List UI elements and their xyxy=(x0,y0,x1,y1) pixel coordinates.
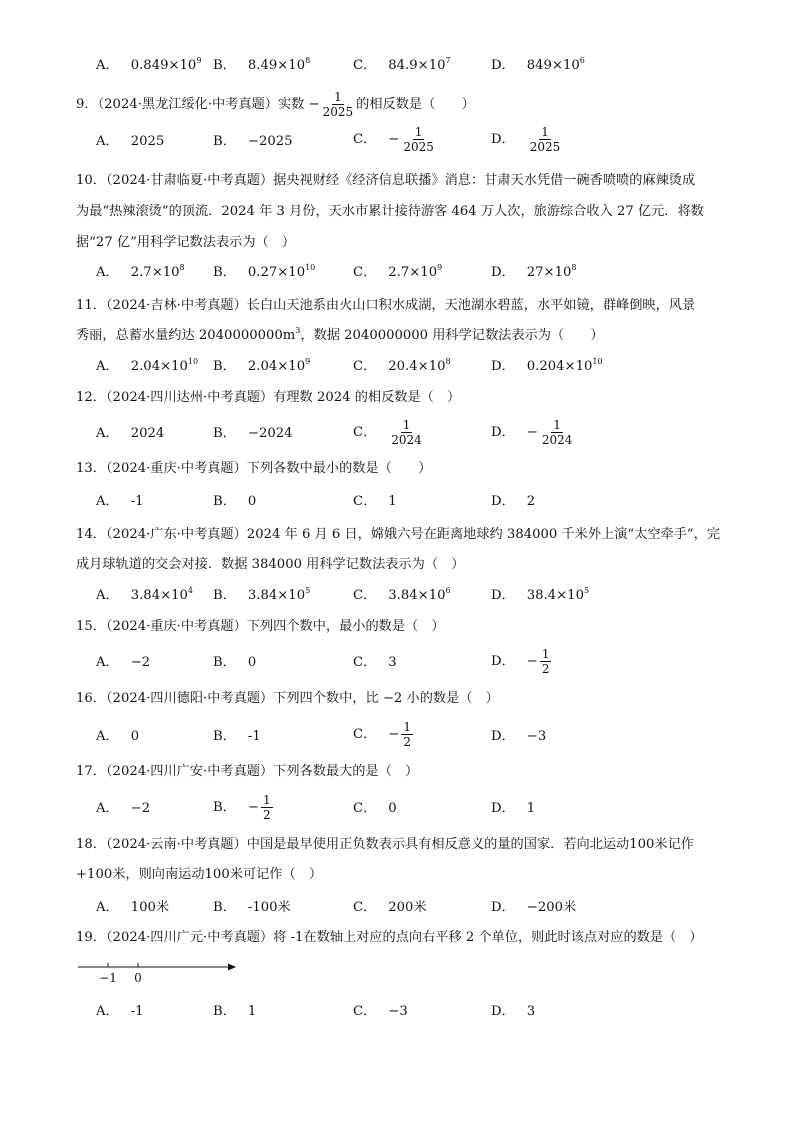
q9-fraction: $\frac{1}{2025}$ xyxy=(322,90,354,119)
q15-stem: 15．（2024·重庆·中考真题）下列四个数中，最小的数是（ ） xyxy=(76,619,445,634)
q15-option-d: D． − $\frac{1}{2}$ xyxy=(491,647,550,676)
q19-stem: 19．（2024·四川广元·中考真题）将 -1在数轴上对应的点向右平移 2 个单位，则此时该点对应的数是（ ） xyxy=(76,930,703,945)
q12-option-a: A． 2024 xyxy=(96,426,165,441)
q10-stem-line3: 据“27 亿”用科学记数法表示为（ ） xyxy=(76,235,296,250)
q17-stem: 17．（2024·四川广安·中考真题）下列各数最大的是（ ） xyxy=(76,764,419,779)
q9-option-c: C． − $\frac{1}{2025}$ xyxy=(353,125,434,154)
q18-stem-line1: 18．（2024·云南·中考真题）中国是最早使用正负数表示具有相反意义的量的国家．若向北运动100米记作 xyxy=(76,837,694,852)
q9-stem: 9．（2024·黑龙江绥化·中考真题）实数 − $\frac{1}{2025}$ 的相反数是（ ） xyxy=(76,90,475,119)
q19-option-b: B． 1 xyxy=(213,1004,257,1019)
q17-option-b: B． − $\frac{1}{2}$ xyxy=(213,793,271,822)
q17-option-c: C． 0 xyxy=(353,801,397,816)
q19-option-d: D． 3 xyxy=(491,1004,536,1019)
q11-option-c: C． $20.4\times 10^8$ xyxy=(353,356,451,374)
q18-option-d: D． −200米 xyxy=(491,900,577,915)
q18-stem-line2: +100米，则向南运动100米可记作（ ） xyxy=(76,867,323,882)
q11-stem-line1: 11．（2024·吉林·中考真题）长白山天池系由火山口积水成湖，天池湖水碧蓝，水平如镜，群峰倒映，风景 xyxy=(76,298,696,313)
q17-option-d: D． 1 xyxy=(491,801,536,816)
q16-option-b: B． -1 xyxy=(213,729,261,744)
q8-option-c: C． $84.9\times 10^7$ xyxy=(353,55,451,73)
q12-stem: 12．（2024·四川达州·中考真题）有理数 2024 的相反数是（ ） xyxy=(76,390,461,405)
q11-option-a: A． $2.04\times 10^{10}$ xyxy=(96,356,199,374)
q8-option-d: D． $849\times 10^6$ xyxy=(491,55,585,73)
q9-option-a: A． 2025 xyxy=(96,134,165,149)
q14-option-c: C． $3.84\times 10^6$ xyxy=(353,585,451,603)
q12-option-c: C． $\frac{1}{2024}$ xyxy=(353,418,422,447)
q12-option-b: B． −2024 xyxy=(213,426,293,441)
q10-option-c: C． $2.7\times 10^9$ xyxy=(353,262,443,280)
q14-stem-line1: 14．（2024·广东·中考真题）2024 年 6 月 6 日，嫦娥六号在距离地球约 384000 千米外上演“太空牵手”，完 xyxy=(76,527,721,542)
q10-option-d: D． $27\times 10^8$ xyxy=(491,262,577,280)
q11-option-d: D． $0.204\times 10^{10}$ xyxy=(491,356,603,374)
q13-option-c: C． 1 xyxy=(353,494,397,509)
q13-option-a: A． -1 xyxy=(96,494,144,509)
q16-stem: 16．（2024·四川德阳·中考真题）下列四个数中，比 −2 小的数是（ ） xyxy=(76,691,499,706)
q13-stem: 13．（2024·重庆·中考真题）下列各数中最小的数是（ ） xyxy=(76,461,432,476)
q10-stem-line2: 为最“热辣滚烫”的顶流．2024 年 3 月份，天水市累计接待游客 464 万人次，旅游综合收入 27 亿元．将数 xyxy=(76,204,704,219)
q15-option-b: B． 0 xyxy=(213,655,257,670)
q11-option-b: B． $2.04\times 10^9$ xyxy=(213,356,311,374)
q14-option-d: D． $38.4\times 10^5$ xyxy=(491,585,590,603)
q16-option-d: D． −3 xyxy=(491,729,547,744)
q19-option-a: A． -1 xyxy=(96,1004,144,1019)
q10-option-a: A． $2.7\times 10^8$ xyxy=(96,262,185,280)
q18-option-b: B． -100米 xyxy=(213,900,291,915)
q9-option-d: D． $\frac{1}{2025}$ xyxy=(491,125,561,154)
q12-option-d: D． − $\frac{1}{2024}$ xyxy=(491,418,573,447)
q10-option-b: B． $0.27\times 10^{10}$ xyxy=(213,262,316,280)
q11-stem-line2: 秀丽，总蓄水量约达 $2040000000m^3$，数据 2040000000 用科学记数法表示为（ ） xyxy=(76,325,604,343)
q13-option-b: B． 0 xyxy=(213,494,257,509)
q14-stem-line2: 成月球轨道的交会对接．数据 384000 用科学记数法表示为（ ） xyxy=(76,557,465,572)
q9-option-b: B． −2025 xyxy=(213,134,293,149)
q14-option-a: A． $3.84\times 10^4$ xyxy=(96,585,194,603)
q14-option-b: B． $3.84\times 10^5$ xyxy=(213,585,311,603)
tick-label-neg-one: −1 xyxy=(99,971,117,985)
q15-option-c: C． 3 xyxy=(353,655,397,670)
q17-option-a: A． −2 xyxy=(96,801,151,816)
q16-option-a: A． 0 xyxy=(96,729,140,744)
q16-option-c: C． − $\frac{1}{2}$ xyxy=(353,720,411,749)
q19-option-c: C． −3 xyxy=(353,1004,408,1019)
q18-option-a: A． 100米 xyxy=(96,900,170,915)
q10-stem-line1: 10．（2024·甘肃临夏·中考真题）据央视财经《经济信息联播》消息：甘肃天水凭借一碗香喷喷的麻辣烫成 xyxy=(76,173,696,188)
q8-option-a: A． $0.849\times 10^9$ xyxy=(96,55,202,73)
q15-option-a: A． −2 xyxy=(96,655,151,670)
q8-option-b: B． $8.49\times 10^8$ xyxy=(213,55,311,73)
tick-label-zero: 0 xyxy=(134,971,142,985)
q13-option-d: D． 2 xyxy=(491,494,536,509)
number-line-diagram xyxy=(78,958,238,988)
q18-option-c: C． 200米 xyxy=(353,900,427,915)
number-line-arrow-icon xyxy=(228,964,236,971)
